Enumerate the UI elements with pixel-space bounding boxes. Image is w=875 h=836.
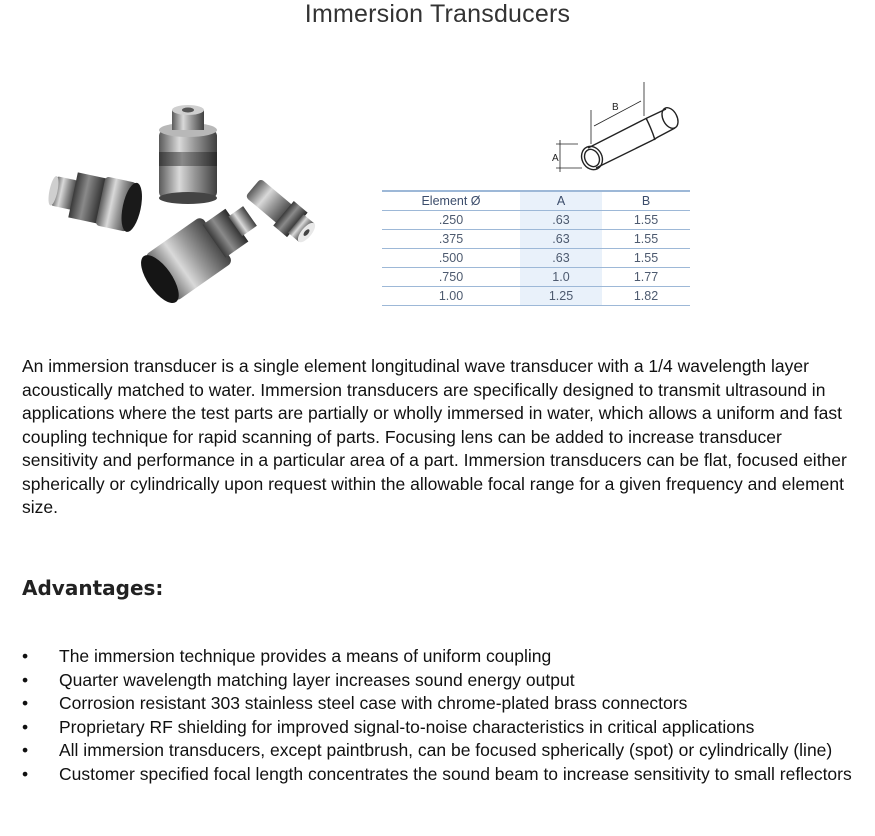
table-row xyxy=(382,230,690,249)
transducer-bottom xyxy=(134,193,266,309)
list-item xyxy=(22,739,872,763)
transducer-right xyxy=(243,175,321,248)
bullet-icon: • xyxy=(22,763,29,784)
advantages-list xyxy=(22,645,872,786)
table-cell: 1.25 xyxy=(520,287,602,306)
bullet-icon: • xyxy=(22,740,29,760)
description-paragraph: An immersion transducer is a single element longitudinal wave transducer with a 1/4 wavelength layer acoustically matched to water. Immersion transducers are specifically designed to transmit ultrasound in applications where the test parts are partially or wholly immersed in water, which allows a uniform and fast coupling technique for rapid scanning of parts. Focusing lens can be added to increase transducer sensitivity and performance in a particular area of a part. Immersion transducers can be flat, focused either spherically or cylindrically upon request within the allowable focal range for a given frequency and element size. xyxy=(22,356,847,517)
page-title: Immersion Transducers xyxy=(304,0,571,28)
table-row xyxy=(382,287,690,306)
table-cell: 1.77 xyxy=(602,268,690,287)
dimensions-table xyxy=(382,190,690,306)
table-row xyxy=(382,268,690,287)
list-item-text: The immersion technique provides a means of uniform coupling xyxy=(59,646,552,666)
list-item-text: Customer specified focal length concentrates the sound beam to increase sensitivity to small reflectors xyxy=(59,763,852,784)
table-row xyxy=(382,211,690,230)
table-cell: 1.00 xyxy=(382,287,520,306)
table-cell: 1.55 xyxy=(602,211,690,230)
transducer-top xyxy=(159,105,217,204)
table-cell: .63 xyxy=(520,249,602,268)
list-item-text: Quarter wavelength matching layer increases sound energy output xyxy=(59,669,575,690)
bullet-icon: • xyxy=(22,716,29,737)
table-cell: .250 xyxy=(382,211,520,230)
list-item xyxy=(22,669,872,693)
table-cell: .63 xyxy=(520,211,602,230)
table-header-row xyxy=(382,191,690,211)
transducer-left xyxy=(44,165,145,233)
list-item xyxy=(22,645,872,669)
header-a: A xyxy=(520,191,602,211)
bullet-icon: • xyxy=(22,669,29,690)
table-cell: 1.55 xyxy=(602,230,690,249)
table-cell: .63 xyxy=(520,230,602,249)
list-item-text: Proprietary RF shielding for improved signal-to-noise characteristics in critical applications xyxy=(59,716,755,737)
header-element-diameter: Element Ø xyxy=(382,191,520,211)
table-cell: .750 xyxy=(382,268,520,287)
advantages-heading: Advantages: xyxy=(22,576,164,600)
header-b: B xyxy=(602,191,690,211)
bullet-icon: • xyxy=(22,693,29,713)
table-cell: 1.0 xyxy=(520,268,602,287)
table-cell: 1.82 xyxy=(602,287,690,306)
bullet-icon: • xyxy=(22,646,29,666)
diagram-label-b: B xyxy=(612,102,619,113)
table-cell: .375 xyxy=(382,230,520,249)
list-item xyxy=(22,716,872,740)
list-item xyxy=(22,763,872,787)
diagram-label-a: A xyxy=(552,153,559,164)
table-cell: 1.55 xyxy=(602,249,690,268)
transducer-dimension-diagram xyxy=(548,68,688,178)
table-row xyxy=(382,249,690,268)
list-item-text: Corrosion resistant 303 stainless steel case with chrome-plated brass connectors xyxy=(59,693,688,713)
list-item xyxy=(22,692,872,716)
transducers-photo xyxy=(22,92,322,312)
list-item-text: All immersion transducers, except paintbrush, can be focused spherically (spot) or cylindrically (line) xyxy=(59,740,833,760)
table-cell: .500 xyxy=(382,249,520,268)
